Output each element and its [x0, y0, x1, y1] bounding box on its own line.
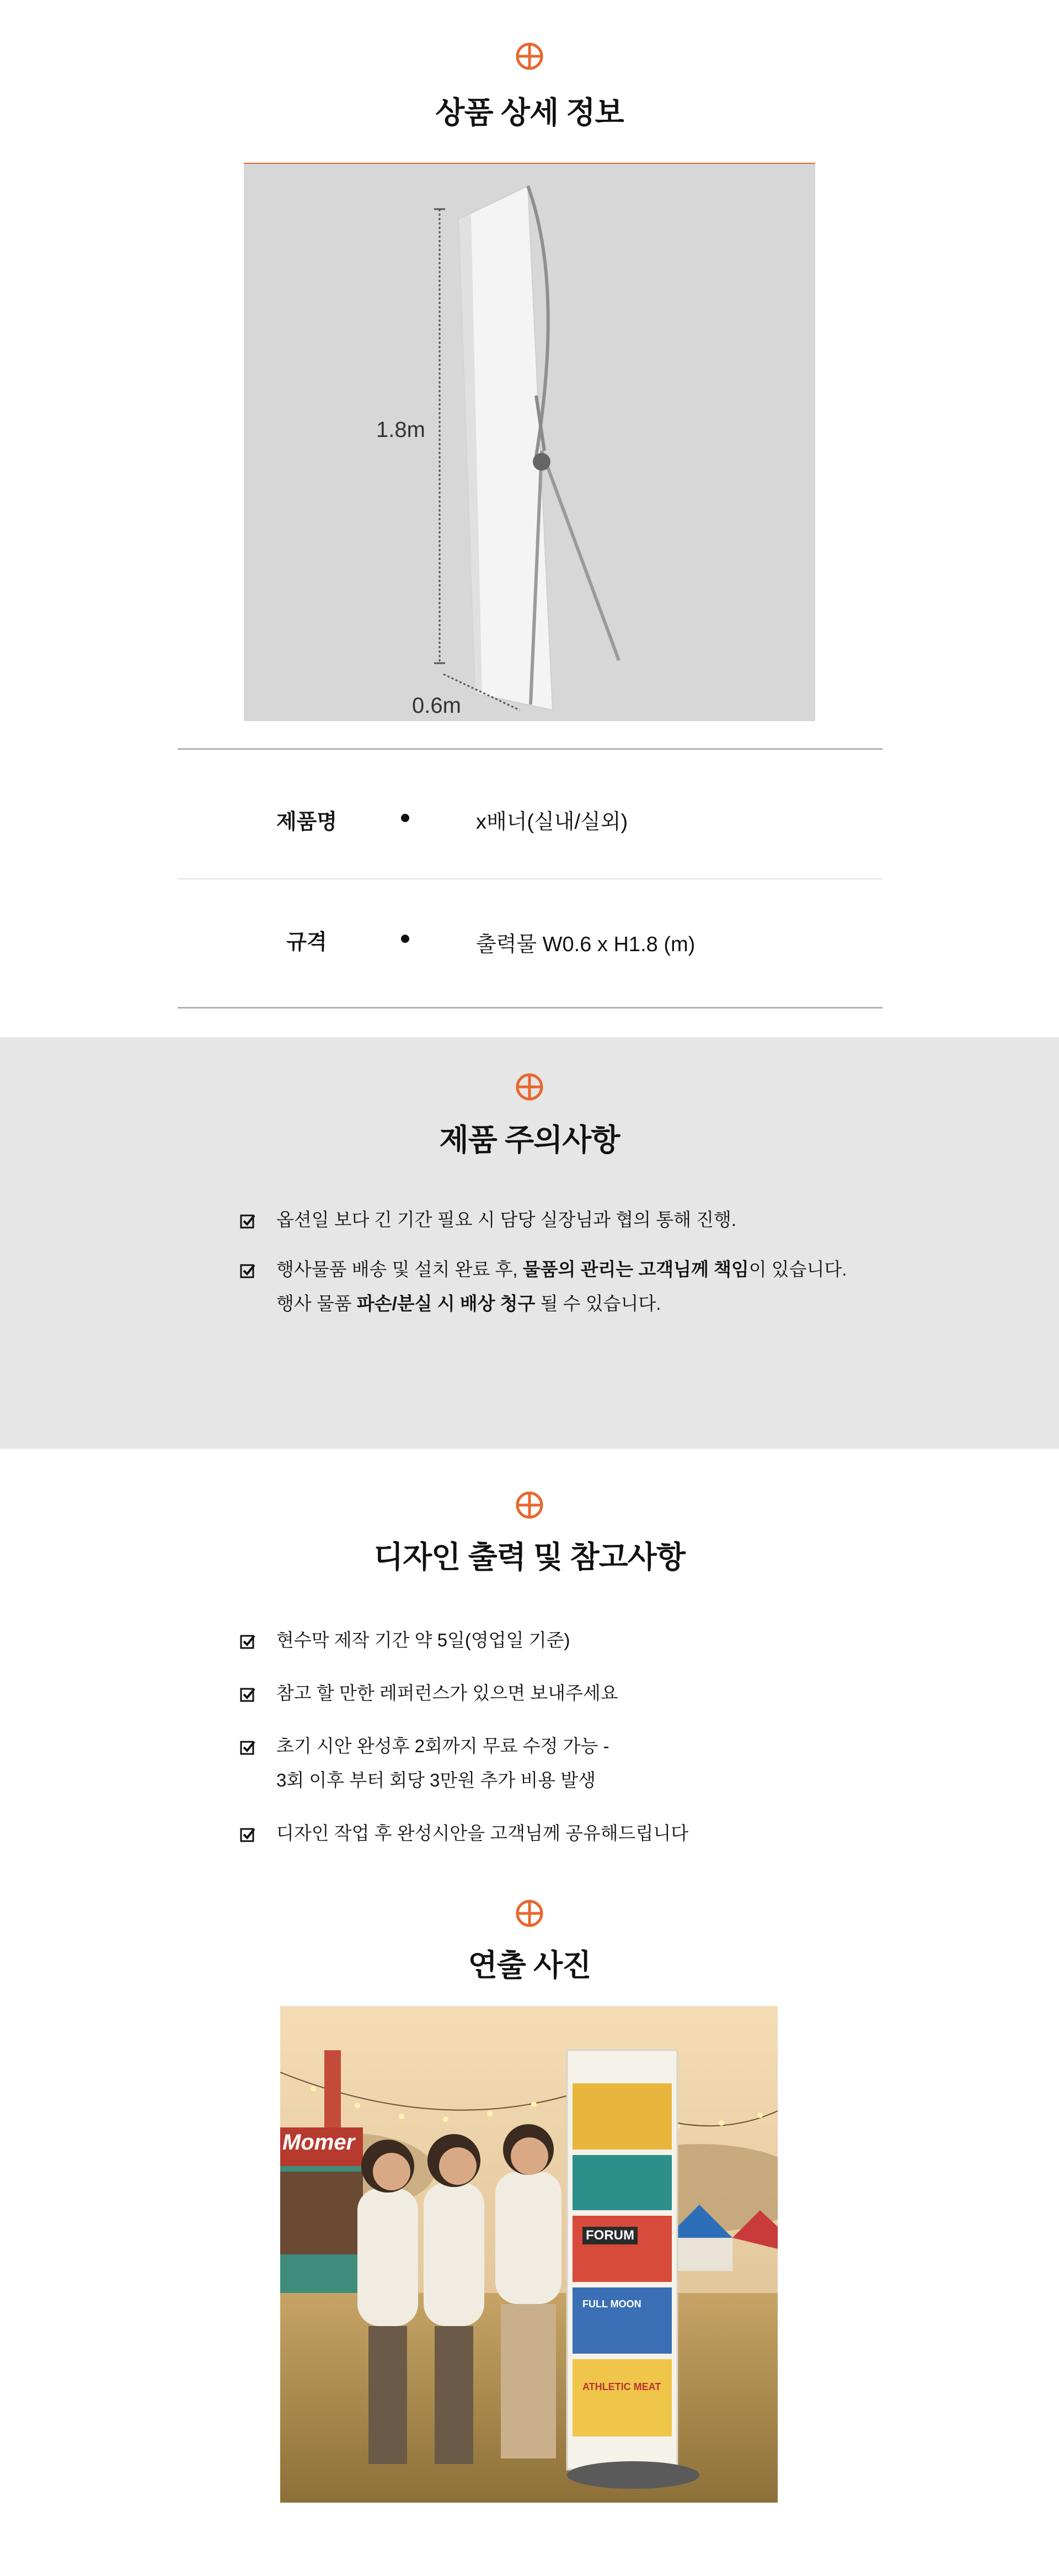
- section-title: 디자인 출력 및 참고사항: [373, 1540, 686, 1574]
- checkbox-checked-icon: [240, 1634, 255, 1649]
- spec-table-top-border: [178, 748, 882, 750]
- section-title: 상품 상세 정보: [435, 95, 624, 130]
- caution-text-damage-prefix: 행사 물품: [276, 1293, 357, 1314]
- caution-text-responsibility: 물품의 관리는 고객님께 책임: [522, 1259, 749, 1279]
- height-dimension-label: 1.8m: [376, 418, 425, 442]
- caution-text-damage-claim: 파손/분실 시 배상 청구: [356, 1293, 536, 1314]
- checkbox-checked-icon: [240, 1213, 255, 1229]
- spec-label-size: 규격: [286, 931, 327, 954]
- list-item: [240, 1816, 688, 1850]
- design-note-revisions: 초기 시안 완성후 2회까지 무료 수정 가능 -: [276, 1736, 609, 1756]
- list-item: [240, 1203, 847, 1237]
- checkbox-checked-icon: [240, 1687, 255, 1702]
- target-icon: [513, 1897, 546, 1930]
- list-item: [240, 1676, 688, 1710]
- caution-text-suffix: 이 있습니다.: [748, 1259, 847, 1279]
- spec-value-product-name: x배너(실내/실외): [476, 810, 628, 834]
- design-note-share-draft: 디자인 작업 후 완성시안을 고객님께 공유해드립니다: [276, 1823, 689, 1843]
- caution-text-option-period: 옵션일 보다 긴 기간 필요 시 담당 실장님과 협의 통해 진행.: [276, 1209, 737, 1230]
- caution-section: [0, 1037, 1059, 1449]
- showcase-photo: [280, 2006, 778, 2503]
- spec-value-size: 출력물 W0.6 x H1.8 (m): [476, 933, 696, 956]
- target-icon: [513, 1489, 546, 1522]
- product-detail-section: [0, 0, 1059, 1037]
- bullet-dot-icon: [401, 814, 409, 822]
- caution-text-delivery: 행사물품 배송 및 설치 완료 후,: [276, 1259, 523, 1279]
- banner-label-athletic-meat: ATHLETIC MEAT: [582, 2381, 661, 2392]
- width-dimension-label: 0.6m: [412, 694, 461, 718]
- banner-label-forum: FORUM: [582, 2227, 638, 2244]
- checkbox-checked-icon: [240, 1263, 255, 1278]
- spec-table-bottom-border: [178, 1007, 882, 1009]
- section-title: 제품 주의사항: [439, 1123, 620, 1157]
- checkbox-checked-icon: [240, 1740, 255, 1755]
- bullet-dot-icon: [401, 935, 409, 943]
- design-note-production-period: 현수막 제작 기간 약 5일(영업일 기준): [276, 1630, 570, 1650]
- design-note-extra-cost: 3회 이후 부터 회당 3만원 추가 비용 발생: [276, 1770, 596, 1790]
- design-note-reference: 참고 할 만한 레퍼런스가 있으면 보내주세요: [276, 1683, 618, 1703]
- list-item: [240, 1252, 847, 1321]
- spec-table-divider: [178, 878, 882, 879]
- design-notes-section: [0, 1449, 1059, 1857]
- list-item: [240, 1729, 688, 1798]
- target-icon: [513, 40, 546, 73]
- spec-label-product-name: 제품명: [276, 810, 338, 834]
- list-item: [240, 1623, 688, 1657]
- checkbox-checked-icon: [240, 1827, 255, 1842]
- target-icon: [513, 1070, 546, 1103]
- caution-text-damage-suffix: 될 수 있습니다.: [535, 1293, 661, 1314]
- showcase-photo-section: [0, 1857, 1059, 2576]
- section-title: 연출 사진: [468, 1948, 591, 1982]
- banner-label-full-moon: FULL MOON: [582, 2298, 641, 2310]
- food-truck-sign: Momer: [282, 2130, 355, 2154]
- product-image: [244, 163, 815, 721]
